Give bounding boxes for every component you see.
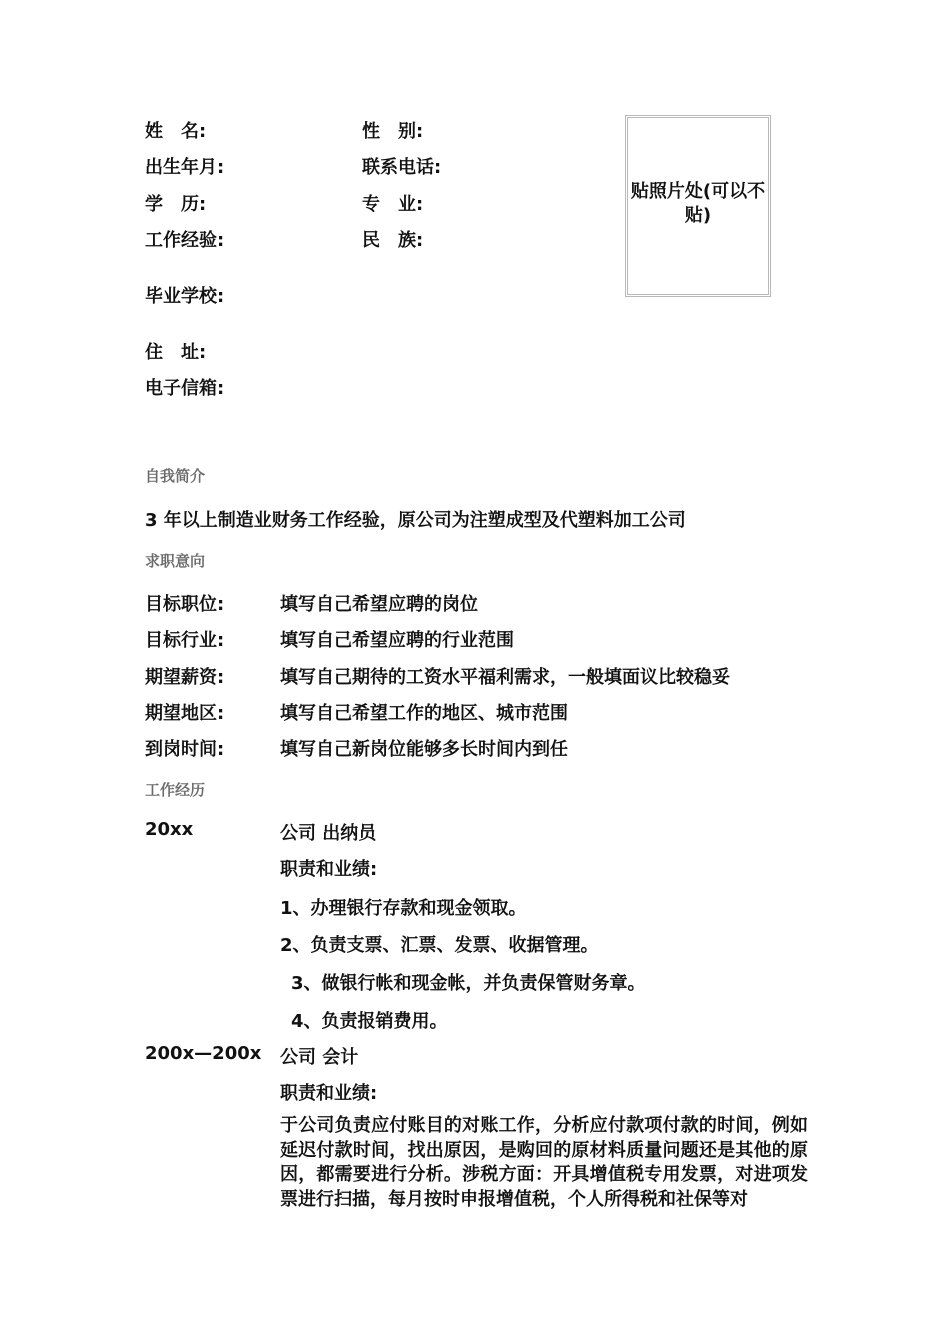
intention-label: 期望地区: [145, 703, 225, 724]
phone-label: 联系电话: [362, 157, 442, 178]
intention-label: 目标行业: [145, 630, 225, 651]
job-period: 200x—200x [145, 1043, 262, 1064]
intro-heading: 自我简介 [145, 467, 206, 485]
major-label: 专 业: [362, 194, 424, 215]
name-label: 姓 名: [145, 121, 207, 142]
photo-placeholder-text: 贴照片处(可以不贴) [630, 181, 766, 226]
gender-label: 性 别: [362, 121, 424, 142]
intention-value: 填写自己希望应聘的行业范围 [280, 630, 514, 651]
intention-value: 填写自己希望应聘的岗位 [280, 594, 478, 615]
birth-label: 出生年月: [145, 157, 225, 178]
school-label: 毕业学校: [145, 286, 225, 307]
intention-value: 填写自己希望工作的地区、城市范围 [280, 703, 568, 724]
education-label: 学 历: [145, 194, 207, 215]
experience-label: 工作经验: [145, 230, 225, 251]
job-duty-item: 4、负责报销费用。 [291, 1011, 448, 1032]
job-duty-label: 职责和业绩: [280, 859, 378, 880]
work-heading: 工作经历 [145, 781, 206, 799]
ethnicity-label: 民 族: [362, 230, 424, 251]
intention-label: 到岗时间: [145, 739, 225, 760]
job-title: 公司 出纳员 [280, 823, 377, 844]
job-duty-item: 1、办理银行存款和现金领取。 [280, 898, 527, 919]
job-description: 于公司负责应付账目的对账工作，分析应付款项付款的时间，例如延迟付款时间，找出原因，是购回的原材料质量问题还是其他的原因，都需要进行分析。涉税方面：开具增值税专用发票，对进项发票进行扫描，每月按时申报增值税，个人所得税和社保等对 [280, 1115, 808, 1210]
job-period: 20xx [145, 819, 194, 840]
job-duty-item: 2、负责支票、汇票、发票、收据管理。 [280, 935, 599, 956]
job-duty-item: 3、做银行帐和现金帐，并负责保管财务章。 [291, 973, 646, 994]
job-duty-label: 职责和业绩: [280, 1083, 378, 1104]
intention-label: 目标职位: [145, 594, 225, 615]
email-label: 电子信箱: [145, 378, 225, 399]
intention-heading: 求职意向 [145, 552, 206, 570]
intro-text: 3 年以上制造业财务工作经验，原公司为注塑成型及代塑料加工公司 [145, 510, 686, 531]
address-label: 住 址: [145, 342, 207, 363]
photo-placeholder-box [625, 115, 771, 297]
intention-value: 填写自己期待的工资水平福利需求，一般填面议比较稳妥 [280, 667, 730, 688]
job-title: 公司 会计 [280, 1047, 359, 1068]
intention-value: 填写自己新岗位能够多长时间内到任 [280, 739, 568, 760]
intention-label: 期望薪资: [145, 667, 225, 688]
